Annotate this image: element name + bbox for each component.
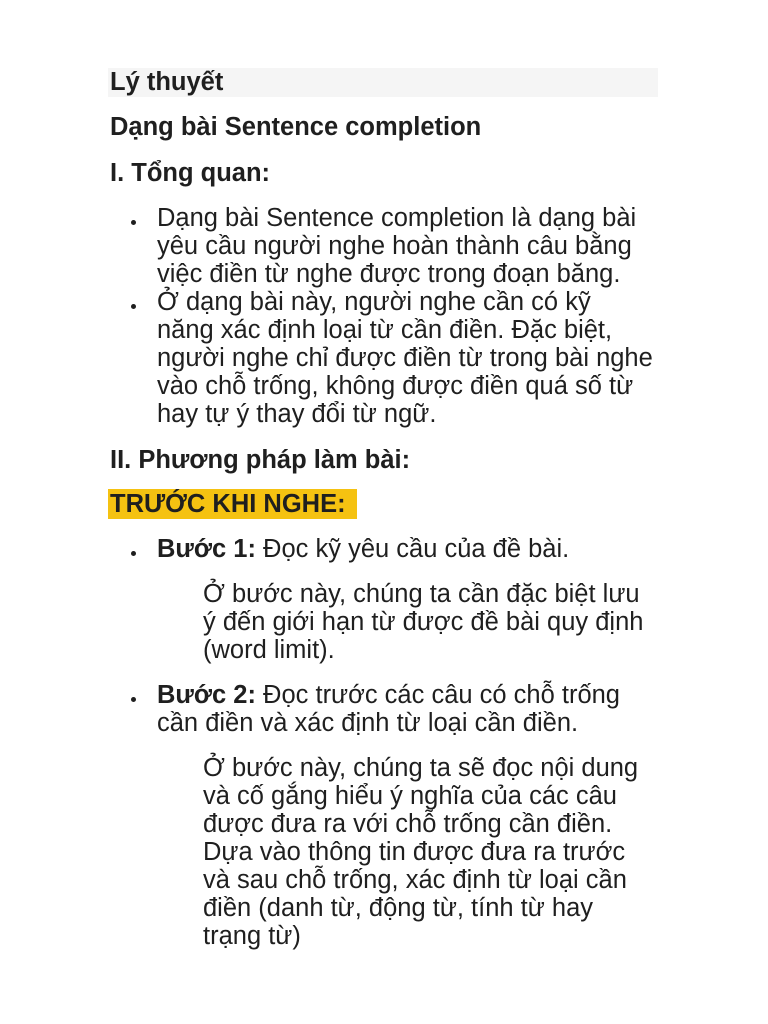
step-1-detail: [157, 580, 658, 664]
bullet-line: vào chỗ trống, không được điền quá số từ: [157, 372, 634, 400]
bullet-line: năng xác định loại từ cần điền. Đặc biệt,: [157, 316, 613, 344]
overview-bullet-1: [110, 204, 658, 288]
overview-bullet-2: [110, 288, 658, 428]
bullet-line: Dạng bài Sentence completion là dạng bài: [157, 204, 637, 232]
bullet-dot-icon: [131, 220, 136, 225]
method-heading: II. Phương pháp làm bài:: [110, 446, 411, 474]
bullet-dot-icon: [131, 304, 136, 309]
step-1-line: [157, 535, 658, 563]
detail-line: và cố gắng hiểu ý nghĩa của các câu: [203, 782, 617, 810]
section-heading-band: [108, 68, 658, 97]
bullet-line: việc điền từ nghe được trong đoạn băng.: [157, 260, 621, 288]
detail-line: ý đến giới hạn từ được đề bài quy định: [203, 608, 644, 636]
step-1-item: [110, 535, 658, 664]
page-title: Dạng bài Sentence completion: [110, 113, 482, 141]
step-2-label: Bước 2:: [157, 681, 256, 709]
step-2-line-continued: cần điền và xác định từ loại cần điền.: [157, 709, 579, 737]
detail-line: Dựa vào thông tin được đưa ra trước: [203, 838, 626, 866]
detail-line: điền (danh từ, động từ, tính từ hay: [203, 894, 594, 922]
bullet-line: yêu cầu người nghe hoàn thành câu bằng: [157, 232, 632, 260]
document-content: [110, 68, 658, 967]
bullet-line: người nghe chỉ được điền từ trong bài nghe: [157, 344, 653, 372]
detail-line: Ở bước này, chúng ta cần đặc biệt lưu: [203, 580, 640, 608]
detail-line: được đưa ra với chỗ trống cần điền.: [203, 810, 613, 838]
bullet-dot-icon: [131, 697, 136, 702]
before-listening-highlight: TRƯỚC KHI NGHE:: [108, 489, 357, 519]
overview-bullet-list: [110, 204, 658, 428]
step-2-text: Đọc trước các câu có chỗ trống: [263, 681, 620, 709]
overview-heading: I. Tổng quan:: [110, 159, 271, 187]
detail-line: (word limit).: [203, 636, 335, 664]
step-2-item: [110, 681, 658, 950]
before-listening-row: [110, 489, 658, 519]
steps-list: [110, 535, 658, 950]
step-1-label: Bước 1:: [157, 535, 256, 563]
bullet-dot-icon: [131, 551, 136, 556]
step-1-text: Đọc kỹ yêu cầu của đề bài.: [263, 535, 570, 563]
section-heading: Lý thuyết: [110, 68, 224, 96]
step-2-detail: [157, 754, 658, 950]
bullet-line: hay tự ý thay đổi từ ngữ.: [157, 400, 437, 428]
detail-line: và sau chỗ trống, xác định từ loại cần: [203, 866, 627, 894]
bullet-line: Ở dạng bài này, người nghe cần có kỹ: [157, 288, 591, 316]
detail-line: Ở bước này, chúng ta sẽ đọc nội dung: [203, 754, 639, 782]
step-2-line: [157, 681, 658, 709]
detail-line: trạng từ): [203, 922, 301, 950]
